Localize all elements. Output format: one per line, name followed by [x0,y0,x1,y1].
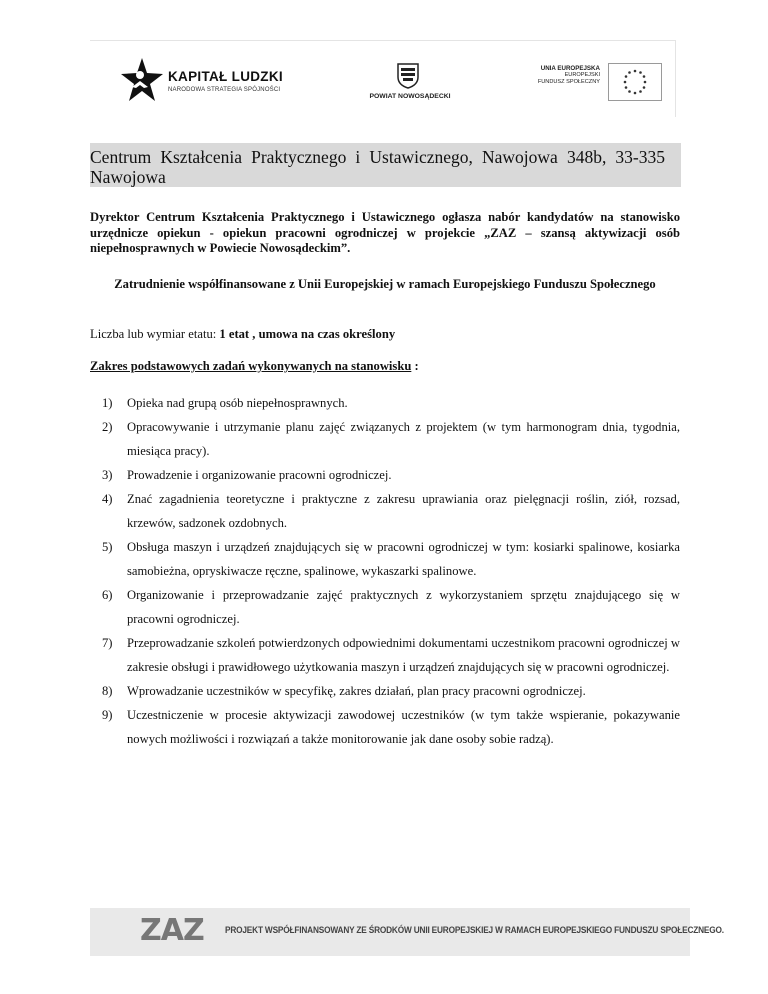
list-item-text: Prowadzenie i organizowanie pracowni ogrodniczej. [127,468,392,482]
etat-line [90,327,680,343]
list-item-number: 1) [102,396,113,410]
list-item-text: Organizowanie i przeprowadzanie zajęć praktycznych z wykorzystaniem sprzętu znajdującego się w pracowni ogrodniczej. [127,588,680,626]
ue-text [518,65,600,87]
list-item-number: 5) [102,540,113,554]
list-item-number: 2) [102,420,113,434]
etat-label: Liczba lub wymiar etatu: [90,327,217,341]
task-list [90,391,680,751]
list-item-number: 8) [102,684,113,698]
cofinancing-note: Zatrudnienie współfinansowane z Unii Europejskiej w ramach Europejskiego Funduszu Społecznego [114,277,656,291]
list-item-number: 6) [102,588,113,602]
list-item-text: Znać zagadnienia teoretyczne i praktyczne z zakresu uprawiania oraz pielęgnacji roślin, ziół, rozsad, krzewów, sadzonek ozdobnych. [127,492,680,530]
centrum-header-box [90,143,681,187]
list-item-text: Obsługa maszyn i urządzeń znajdujących się w pracowni ogrodniczej w tym: kosiarki spalinowe, kosiarka samobieżna, opryskiwacze ręczne, spalinowe, wykaszarki spalinowe. [127,540,680,578]
list-item-number: 4) [102,492,113,506]
list-item [90,583,680,631]
powiat-logo [360,63,460,109]
list-item-number: 9) [102,708,113,722]
list-item [90,391,680,415]
list-item-number: 3) [102,468,113,482]
intro-paragraph: Dyrektor Centrum Kształcenia Praktycznego i Ustawicznego ogłasza nabór kandydatów na stanowisko urzędnicze opiekun - opiekun pracowni ogrodniczej w projekcie „ZAZ – szansą aktywizacji osób niepełnosprawnych w Powiecie Nowosądeckim”. [90,210,680,256]
list-item-text: Uczestniczenie w procesie aktywizacji zawodowej uczestników (w tym także wspieranie, pokazywanie nowych możliwości i rozwiązań a także monitorowanie jak dane osoby sobie radzą). [127,708,680,746]
etat-value: 1 etat , umowa na czas określony [219,327,396,341]
kapital-ludzki-title: KAPITAŁ LUDZKI [168,69,283,84]
eu-flag-icon [608,63,662,101]
powiat-crest-icon [397,63,419,89]
zakres-title: Zakres podstawowych zadań wykonywanych na stanowisku [90,359,412,373]
centrum-name: Centrum Kształcenia Praktycznego i Ustawicznego, Nawojowa 348b, 33-335 Nawojowa [90,147,665,187]
ue-line2: EUROPEJSKI [564,72,600,79]
kapital-ludzki-star-icon [120,57,164,103]
list-item [90,415,680,463]
list-item [90,679,680,703]
ue-logo [518,63,668,103]
list-item-text: Opracowywanie i utrzymanie planu zajęć związanych z projektem (w tym harmonogram dnia, tygodnia, miesiąca pracy). [127,420,680,458]
footer-bar [90,908,724,956]
list-item-number: 7) [102,636,113,650]
zakres-heading [90,359,680,375]
list-item-text: Wprowadzanie uczestników w specyfikę, zakres działań, plan pracy pracowni ogrodniczej. [127,684,586,698]
logo-bar [90,40,676,117]
list-item [90,535,680,583]
powiat-name: POWIAT NOWOSĄDECKI [369,93,451,100]
footer-text: PROJEKT WSPÓŁFINANSOWANY ZE ŚRODKÓW UNII EUROPEJSKIEJ W RAMACH EUROPEJSKIEGO FUNDUSZU SPOŁECZNEGO. [225,925,724,935]
list-item [90,487,680,535]
zakres-suffix: : [411,359,419,373]
ue-line3: FUNDUSZ SPOŁECZNY [537,79,600,86]
list-item [90,463,680,487]
ue-line1: UNIA EUROPEJSKA [540,65,600,72]
list-item-text: Opieka nad grupą osób niepełnosprawnych. [127,396,348,410]
kapital-ludzki-logo [120,57,290,107]
kapital-ludzki-subtitle: NARODOWA STRATEGIA SPÓJNOŚCI [168,87,281,93]
zaz-logo: ZAZ [140,913,204,948]
list-item [90,703,680,751]
list-item-text: Przeprowadzanie szkoleń potwierdzonych odpowiednimi dokumentami uczestnikom pracowni ogrodniczej w zakresie obsługi i prawidłowego użytkowania maszyn i urządzeń znajdujących się w pracowni ogrodniczej. [127,636,680,674]
list-item [90,631,680,679]
